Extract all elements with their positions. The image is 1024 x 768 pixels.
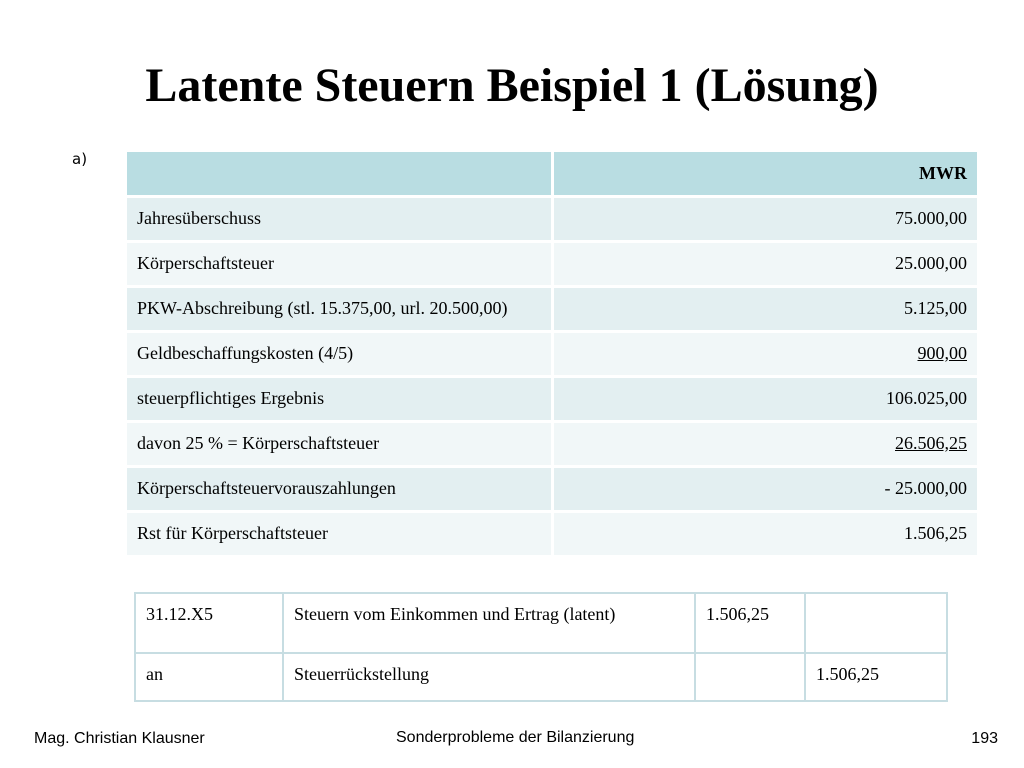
row-value: [553, 332, 979, 377]
section-label: a): [72, 150, 88, 168]
table-row: [126, 242, 979, 287]
row-label: Körperschaftsteuer: [126, 242, 553, 287]
booking-credit: [805, 593, 947, 653]
booking-date: an: [135, 653, 283, 701]
header-label-cell: [126, 151, 553, 197]
booking-entry-table: [134, 592, 948, 702]
row-value: 5.125,00: [553, 287, 979, 332]
row-label: Jahresüberschuss: [126, 197, 553, 242]
booking-row: [135, 653, 947, 701]
table-row: [126, 287, 979, 332]
table-row: [126, 377, 979, 422]
row-value: 25.000,00: [553, 242, 979, 287]
row-label: Körperschaftsteuervorauszahlungen: [126, 467, 553, 512]
row-value: - 25.000,00: [553, 467, 979, 512]
table-header-row: [126, 151, 979, 197]
footer-author: Mag. Christian Klausner: [34, 730, 205, 747]
underlined-value: 26.506,25: [895, 433, 967, 453]
row-value: 75.000,00: [553, 197, 979, 242]
booking-debit: [695, 653, 805, 701]
row-label: Geldbeschaffungskosten (4/5): [126, 332, 553, 377]
row-label: PKW-Abschreibung (stl. 15.375,00, url. 20.500,00): [126, 287, 553, 332]
booking-debit: 1.506,25: [695, 593, 805, 653]
row-label: davon 25 % = Körperschaftsteuer: [126, 422, 553, 467]
row-value: [553, 422, 979, 467]
header-mwr-cell: MWR: [553, 151, 979, 197]
table-row: [126, 512, 979, 557]
row-label: steuerpflichtiges Ergebnis: [126, 377, 553, 422]
row-label: Rst für Körperschaftsteuer: [126, 512, 553, 557]
footer-page-number: 193: [971, 730, 998, 747]
slide-title: Latente Steuern Beispiel 1 (Lösung): [145, 59, 879, 112]
table-row: [126, 332, 979, 377]
table-row: [126, 197, 979, 242]
booking-row: [135, 593, 947, 653]
footer-topic: Sonderprobleme der Bilanzierung: [396, 729, 635, 746]
row-value: 1.506,25: [553, 512, 979, 557]
booking-credit: 1.506,25: [805, 653, 947, 701]
booking-account: Steuern vom Einkommen und Ertrag (latent): [283, 593, 695, 653]
table-row: [126, 467, 979, 512]
row-value: 106.025,00: [553, 377, 979, 422]
booking-date: 31.12.X5: [135, 593, 283, 653]
underlined-value: 900,00: [917, 343, 967, 363]
tax-calculation-table: [124, 149, 980, 558]
table-row: [126, 422, 979, 467]
booking-account: Steuerrückstellung: [283, 653, 695, 701]
